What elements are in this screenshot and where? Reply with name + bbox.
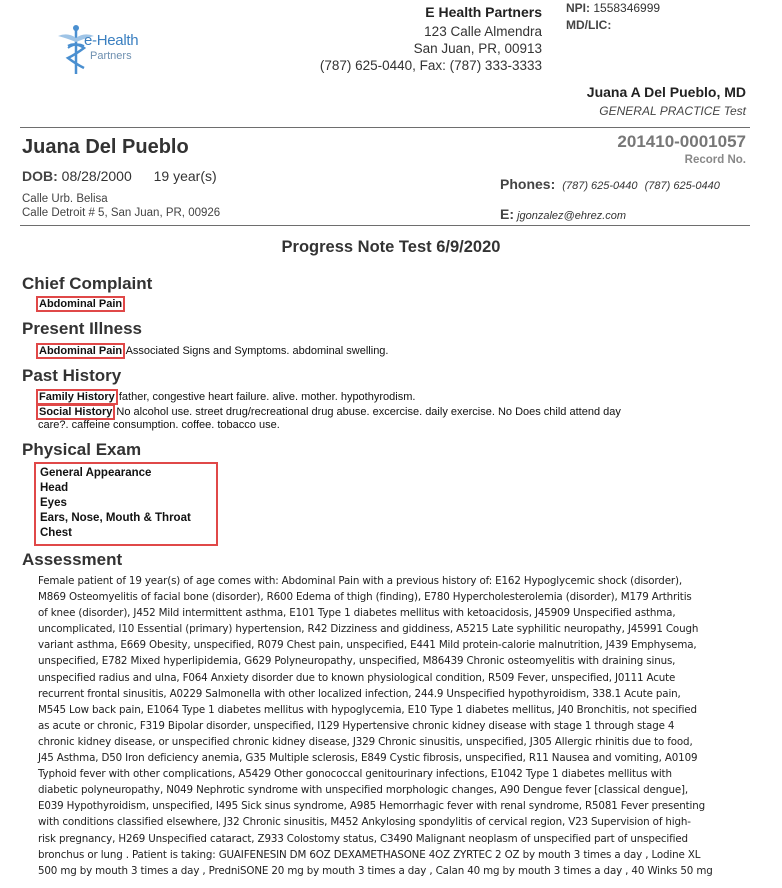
record-number: 201410-0001057 [617, 132, 746, 151]
assessment-line: diabetic polyneuropathy, N049 Nephrotic syndrome with unspecified morphologic changes, A90 Dengue fever [classical dengue], [38, 784, 689, 797]
patient-address [22, 192, 220, 220]
family-history-line [38, 391, 415, 403]
present-illness-text: Associated Signs and Symptoms. abdominal swelling. [123, 345, 389, 357]
social-history-tag[interactable]: Social History [39, 406, 113, 418]
patient-divider [20, 225, 750, 226]
present-illness-line [38, 345, 388, 357]
family-history-text: father, congestive heart failure. alive. mother. hypothyrodism. [115, 391, 416, 403]
assessment-text [38, 573, 760, 879]
family-history-tag[interactable]: Family History [39, 391, 115, 403]
email-label: E: [500, 206, 514, 222]
clinic-name: E Health Partners [425, 4, 542, 20]
doctor-info [587, 84, 746, 118]
assessment-line: M869 Osteomyelitis of facial bone (disorder), R600 Edema of thigh (finding), E780 Hypercholesterolemia (disorder), M179 Arthritis [38, 591, 692, 604]
phones-label: Phones: [500, 176, 556, 192]
assessment-line: Female patient of 19 year(s) of age comes with: Abdominal Pain with a previous history of: E162 Hypoglycemic shock (disorder), [38, 575, 682, 587]
assessment-line: uncomplicated, I10 Essential (primary) hypertension, R42 Dizziness and giddiness, A5215 Late syphilitic neuropathy, J45991 Cough [38, 623, 699, 636]
dob-value: 08/28/2000 [61, 168, 132, 184]
npi-value: 1558346999 [593, 1, 661, 15]
assessment-line: recurrent frontal sinusitis, A0229 Salmonella with other localized infection, 244.9 Unspecified hypothyroidism, 338.1 Acute pain, [38, 687, 681, 700]
assessment-line: 500 mg by mouth 3 times a day , PredniSONE 20 mg by mouth 3 times a day , Calan 40 mg by mouth 3 times a day , 40 Winks 50 mg [38, 864, 713, 877]
assessment-line: risk pregnancy, H269 Unspecified cataract, Z933 Colostomy status, C3490 Malignant neoplasm of unspecified part of unspecified [38, 832, 688, 845]
chief-complaint-tag[interactable]: Abdominal Pain [39, 298, 123, 310]
logo-sub-text: Partners [90, 50, 132, 62]
clinic-address-line2: San Juan, PR, 00913 [413, 41, 542, 56]
npi-label: NPI: [566, 1, 590, 15]
past-history-heading: Past History [22, 366, 122, 385]
present-illness-heading: Present Illness [22, 319, 143, 338]
record-label: Record No. [684, 154, 746, 166]
patient-age: 19 year(s) [153, 168, 217, 184]
clinic-address-line1: 123 Calle Almendra [424, 24, 542, 39]
doctor-name: Juana A Del Pueblo, MD [586, 84, 746, 100]
social-history-line-2: care?. caffeine consumption. coffee. tobacco use. [38, 419, 280, 431]
header-divider [20, 127, 750, 128]
logo-main-text: e-Health [84, 32, 139, 49]
assessment-line: bronchus or lung . Patient is taking: GUAIFENESIN DM 6OZ DEXAMETHASONE 4OZ ZYRTEC 2 OZ by mouth 3 times a day , Lodine XL [38, 848, 701, 861]
note-title: Progress Note Test 6/9/2020 [281, 238, 501, 256]
exam-item-ent: Ears, Nose, Mouth & Throat [40, 512, 191, 524]
assessment-line: J45 Asthma, D50 Iron deficiency anemia, G35 Multiple sclerosis, E849 Cystic fibrosis, unspecified, R11 Nausea and vomiting, A0109 [38, 752, 698, 765]
mdlic-label: MD/LIC: [566, 18, 612, 32]
assessment-line: Typhoid fever with other complications, A5429 Other gonococcal genitourinary infections, E1042 Type 1 diabetes mellitus with [38, 768, 672, 781]
exam-item-eyes: Eyes [40, 497, 67, 509]
assessment-line: unspecified, E782 Mixed hyperlipidemia, G629 Polyneuropathy, unspecified, M86439 Chronic osteomyelitis with draining sinus, [38, 655, 676, 668]
social-history-line [38, 406, 621, 418]
patient-address-line2: Calle Detroit # 5, San Juan, PR, 00926 [22, 207, 221, 219]
assessment-line: with conditions classified elsewhere, J32 Chronic sinusitis, M452 Ankylosing spondylitis of cervical region, V23 Supervision of high- [38, 816, 691, 829]
assessment-line: chronic kidney disease, or unspecified chronic kidney disease, J329 Chronic sinusitis, unspecified, J305 Allergic rhinitis due to food, [38, 735, 693, 748]
present-illness-tag[interactable]: Abdominal Pain [39, 345, 123, 357]
doctor-specialty: GENERAL PRACTICE Test [599, 104, 746, 118]
chief-complaint-heading: Chief Complaint [22, 274, 153, 293]
phone-2: (787) 625-0440 [644, 180, 720, 192]
assessment-line: variant asthma, E669 Obesity, unspecified, R079 Chest pain, unspecified, E441 Mild protein-calorie malnutrition, J439 Emphysema, [38, 639, 697, 652]
social-history-text: No alcohol use. street drug/recreational drug abuse. excercise. daily exercise. No Does child attend day [113, 406, 621, 418]
dob-label: DOB: [22, 168, 58, 184]
assessment-line: as acute or chronic, F319 Bipolar disorder, unspecified, I129 Hypertensive chronic kidney disease with stage 1 through stage 4 [38, 719, 675, 732]
exam-item-general-appearance: General Appearance [40, 467, 152, 479]
clinic-info [250, 4, 542, 74]
email-value: jgonzalez@ehrez.com [517, 210, 627, 222]
patient-name: Juana Del Pueblo [22, 136, 189, 158]
provider-ids [566, 0, 660, 34]
patient-email [500, 206, 626, 222]
assessment-line: M545 Low back pain, E1064 Type 1 diabetes mellitus with hypoglycemia, E10 Type 1 diabetes mellitus, J40 Bronchitis, not specified [38, 703, 697, 716]
patient-phones [500, 176, 720, 192]
assessment-line: unspecified radius and ulna, F064 Anxiety disorder due to known physiological condition, R509 Fever, unspecified, J0111 Acute [38, 671, 676, 684]
exam-item-chest: Chest [40, 527, 72, 539]
chief-complaint-line [38, 298, 123, 310]
patient-address-line1: Calle Urb. Belisa [22, 193, 108, 205]
physical-exam-heading: Physical Exam [22, 440, 142, 459]
assessment-heading: Assessment [22, 550, 123, 569]
clinic-contact: (787) 625-0440, Fax: (787) 333-3333 [319, 58, 542, 73]
phone-1: (787) 625-0440 [562, 180, 638, 192]
assessment-line: E039 Hypothyroidism, unspecified, I495 Sick sinus syndrome, A985 Hemorrhagic fever with renal syndrome, R5081 Fever presenting [38, 800, 706, 813]
exam-item-head: Head [40, 482, 69, 494]
assessment-line: of knee (disorder), J452 Mild intermittent asthma, E101 Type 1 diabetes mellitus with ketoacidosis, J45909 Unspecified asthma, [38, 607, 676, 620]
patient-dob [22, 168, 217, 184]
